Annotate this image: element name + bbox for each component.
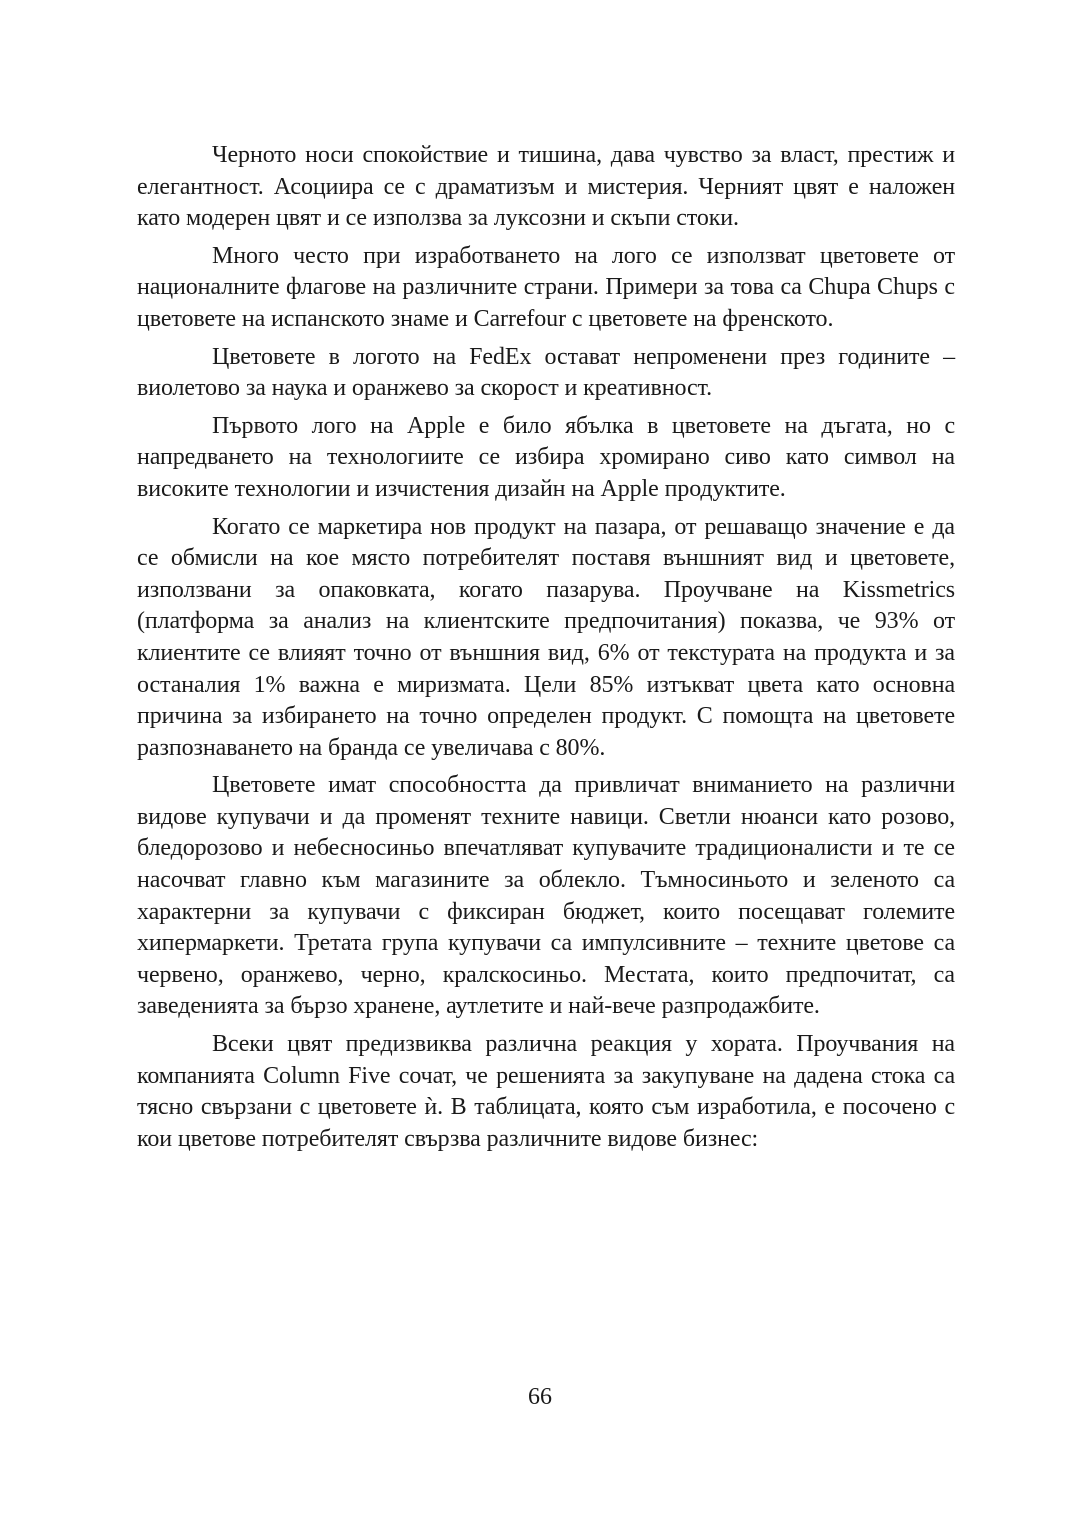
paragraph-apple: Първото лого на Apple е било ябълка в цветовете на дъгата, но с напредването на технологиите се избира хромирано сиво като символ на високите технологии и изчистения дизайн на Apple продуктите. [137,412,955,502]
page-number: 66 [528,1384,552,1410]
body-text [137,140,955,1161]
paragraph-fedex: Цветовете в логото на FedEx остават непроменени през годините – виолетово за наука и оранжево за скорост и креативност. [137,343,955,402]
paragraph-black-color: Черното носи спокойствие и тишина, дава чувство за власт, престиж и елегантност. Асоциира се с драматизъм и мистерия. Черният цвят е наложен като модерен цвят и се използва за луксозни и скъпи стоки. [137,142,955,232]
paragraph-column-five: Всеки цвят предизвиква различна реакция у хората. Проучвания на компанията Column Five сочат, че решенията за закупуване на дадена стока са тясно свързани с цветовете ѝ. В таблицата, която съм изработила, е посочено с кои цветове потребителят свързва различните видове бизнес: [137,1031,955,1152]
paragraph-national-flags: Много често при изработването на лого се използват цветовете от националните флагове на различните страни. Примери за това са Chupa Chups с цветовете на испанското знаме и Carrefour с цветовете на френското. [137,242,955,332]
paragraph-kissmetrics: Когато се маркетира нов продукт на пазара, от решаващо значение е да се обмисли на кое място потребителят поставя външният вид и цветовете, използвани за опаковката, когато пазарува. Проучване на Kissmetrics (платформа за анализ на клиентските предпочитания) показва, че 93% от клиентите се влияят точно от външния вид, 6% от текстурата на продукта и за останалия 1% важна е миризмата. Цели 85% изтъкват цвета като основна причина за избирането на точно определен продукт. С помощта на цветовете разпознаването на бранда се увеличава с 80%. [137,513,955,761]
paragraph-buyer-types: Цветовете имат способността да привличат вниманието на различни видове купувачи и да променят техните навици. Светли нюанси като розово, бледорозово и небесносиньо впечатляват купувачите традиционалисти и те се насочват главно към магазините за облекло. Тъмносиньото и зеленото са характерни за купувачи с фиксиран бюджет, които посещават големите хипермаркети. Третата група купувачи са импулсивните – техните цветове са червено, оранжево, черно, кралскосиньо. Местата, които предпочитат, са заведенията за бързо хранене, аутлетите и най-вече разпродажбите. [137,772,955,1020]
